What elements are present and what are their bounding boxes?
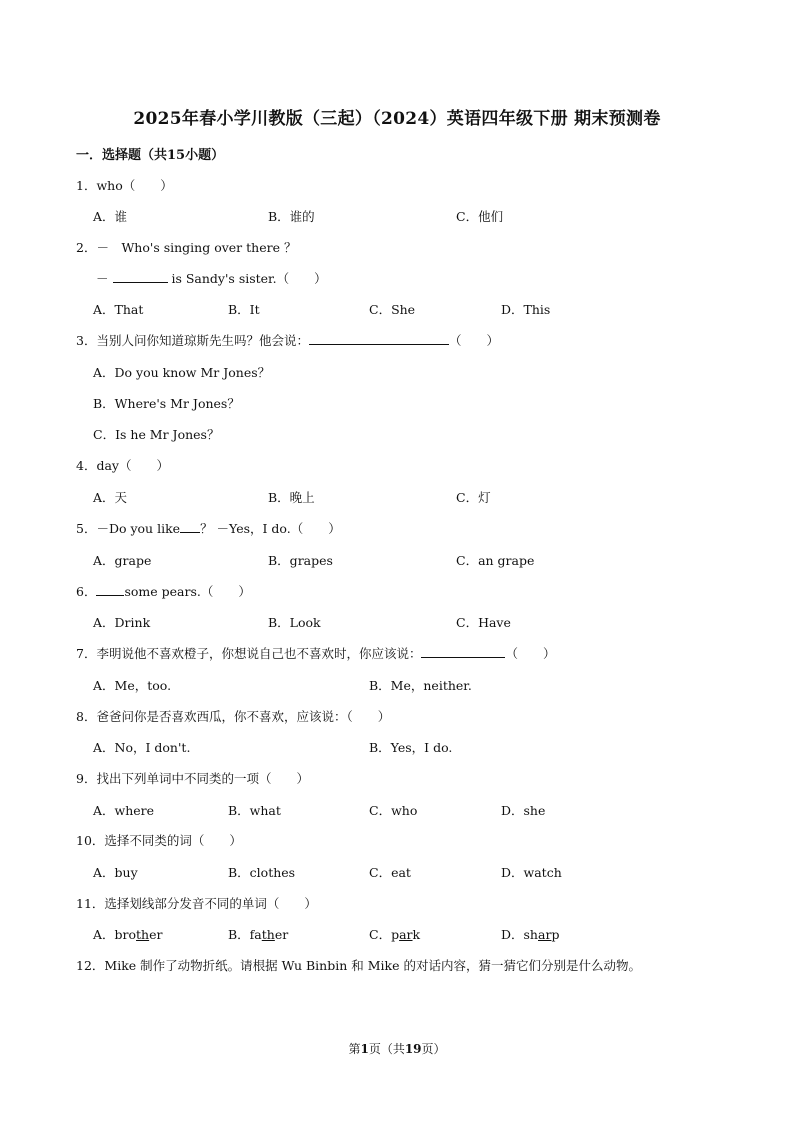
footer-mid: 页（共 <box>368 1042 405 1056</box>
page-title: 2025年春小学川教版（三起）（2024）英语四年级下册 期末预测卷 <box>133 109 661 129</box>
q11-a-prefix: A．bro <box>93 927 137 942</box>
footer-post: 页） <box>421 1042 446 1056</box>
question-6 <box>76 582 251 600</box>
q11-option-b[interactable] <box>228 925 288 943</box>
question-8: 8．爸爸问你是否喜欢西瓜，你不喜欢，应该说：（ ） <box>76 709 391 724</box>
q11-c-suffix: k <box>412 927 421 942</box>
q2-option-d[interactable]: D．This <box>501 302 551 317</box>
question-7-text: 7．李明说他不喜欢橙子，你想说自己也不喜欢时，你应该说： <box>76 646 422 661</box>
page-footer <box>0 1040 794 1057</box>
q3-option-b[interactable]: B．Where's Mr Jones？ <box>93 396 240 411</box>
q11-b-prefix: B．fa <box>228 927 262 942</box>
q11-a-suffix: er <box>149 927 163 942</box>
q1-option-b[interactable]: B．谁的 <box>268 209 315 224</box>
q6-option-c[interactable]: C．Have <box>456 615 511 630</box>
q1-option-a[interactable]: A．谁 <box>93 209 128 224</box>
footer-pre: 第 <box>348 1042 361 1056</box>
q4-option-b[interactable]: B．晚上 <box>268 490 315 505</box>
question-6-text: some pears.（ ） <box>124 584 251 599</box>
q5-option-c[interactable]: C．an grape <box>456 553 535 568</box>
question-5-text-end: ？ －Yes，I do.（ ） <box>200 521 341 536</box>
answer-blank[interactable] <box>113 270 168 283</box>
question-4: 4．day（ ） <box>76 458 169 473</box>
answer-blank[interactable] <box>421 645 505 658</box>
footer-total-pages: 19 <box>404 1042 422 1056</box>
question-6-number: 6． <box>76 584 97 599</box>
q2-option-c[interactable]: C．She <box>369 302 416 317</box>
q11-b-underlined: th <box>261 927 275 942</box>
q7-option-a[interactable]: A．Me，too. <box>93 678 172 693</box>
q11-b-suffix: er <box>274 927 289 942</box>
q7-option-b[interactable]: B．Me，neither. <box>369 678 472 693</box>
q11-option-c[interactable] <box>369 925 420 943</box>
question-1: 1．who（ ） <box>76 178 173 193</box>
q5-option-b[interactable]: B．grapes <box>268 553 333 568</box>
q6-option-b[interactable]: B．Look <box>268 615 321 630</box>
q11-option-d[interactable] <box>501 925 559 943</box>
section-heading: 一．选择题（共15小题） <box>76 148 225 163</box>
question-3 <box>76 331 499 349</box>
q11-a-underlined: th <box>136 927 150 942</box>
q11-option-a[interactable] <box>93 925 162 943</box>
q9-option-a[interactable]: A．where <box>93 803 155 818</box>
q9-option-d[interactable]: D．she <box>501 803 546 818</box>
question-2-text: is Sandy's sister.（ ） <box>167 271 327 286</box>
q9-option-b[interactable]: B．what <box>228 803 281 818</box>
footer-page-number: 1 <box>360 1042 369 1056</box>
q10-option-c[interactable]: C．eat <box>369 865 411 880</box>
question-7 <box>76 644 555 662</box>
q11-d-suffix: p <box>551 927 560 942</box>
q5-option-a[interactable]: A．grape <box>93 553 152 568</box>
question-2-line2 <box>96 269 327 287</box>
question-7-paren: （ ） <box>505 646 556 661</box>
q11-c-underlined: ar <box>399 927 413 942</box>
q11-d-prefix: D．sh <box>501 927 538 942</box>
question-3-text: 3．当别人问你知道琼斯先生吗？他会说： <box>76 333 309 348</box>
question-3-paren: （ ） <box>448 333 499 348</box>
q10-option-a[interactable]: A．buy <box>93 865 138 880</box>
question-12: 12．Mike 制作了动物折纸。请根据 Wu Binbin 和 Mike 的对话内容，猜一猜它们分别是什么动物。 <box>76 958 641 973</box>
q4-option-c[interactable]: C．灯 <box>456 490 491 505</box>
q3-option-a[interactable]: A．Do you know Mr Jones？ <box>93 365 271 380</box>
q6-option-a[interactable]: A．Drink <box>93 615 151 630</box>
q1-option-c[interactable]: C．他们 <box>456 209 504 224</box>
answer-blank[interactable] <box>180 520 200 533</box>
q2-option-b[interactable]: B．It <box>228 302 260 317</box>
answer-blank[interactable] <box>96 583 124 596</box>
q11-c-prefix: C．p <box>369 927 400 942</box>
q8-option-b[interactable]: B．Yes，I do. <box>369 740 453 755</box>
question-2: 2．－ Who's singing over there ？ <box>76 240 297 255</box>
question-10: 10．选择不同类的词（ ） <box>76 833 242 848</box>
dash: － <box>96 271 109 286</box>
question-11: 11．选择划线部分发音不同的单词（ ） <box>76 896 317 911</box>
question-9: 9．找出下列单词中不同类的一项（ ） <box>76 771 309 786</box>
q2-option-a[interactable]: A．That <box>93 302 144 317</box>
q4-option-a[interactable]: A．天 <box>93 490 128 505</box>
answer-blank[interactable] <box>309 332 449 345</box>
question-5-text: 5．－Do you like <box>76 521 181 536</box>
q11-d-underlined: ar <box>538 927 552 942</box>
q8-option-a[interactable]: A．No，I don't. <box>93 740 191 755</box>
q3-option-c[interactable]: C．Is he Mr Jones？ <box>93 427 220 442</box>
q10-option-d[interactable]: D．watch <box>501 865 562 880</box>
q10-option-b[interactable]: B．clothes <box>228 865 296 880</box>
q9-option-c[interactable]: C．who <box>369 803 418 818</box>
question-5 <box>76 519 341 537</box>
